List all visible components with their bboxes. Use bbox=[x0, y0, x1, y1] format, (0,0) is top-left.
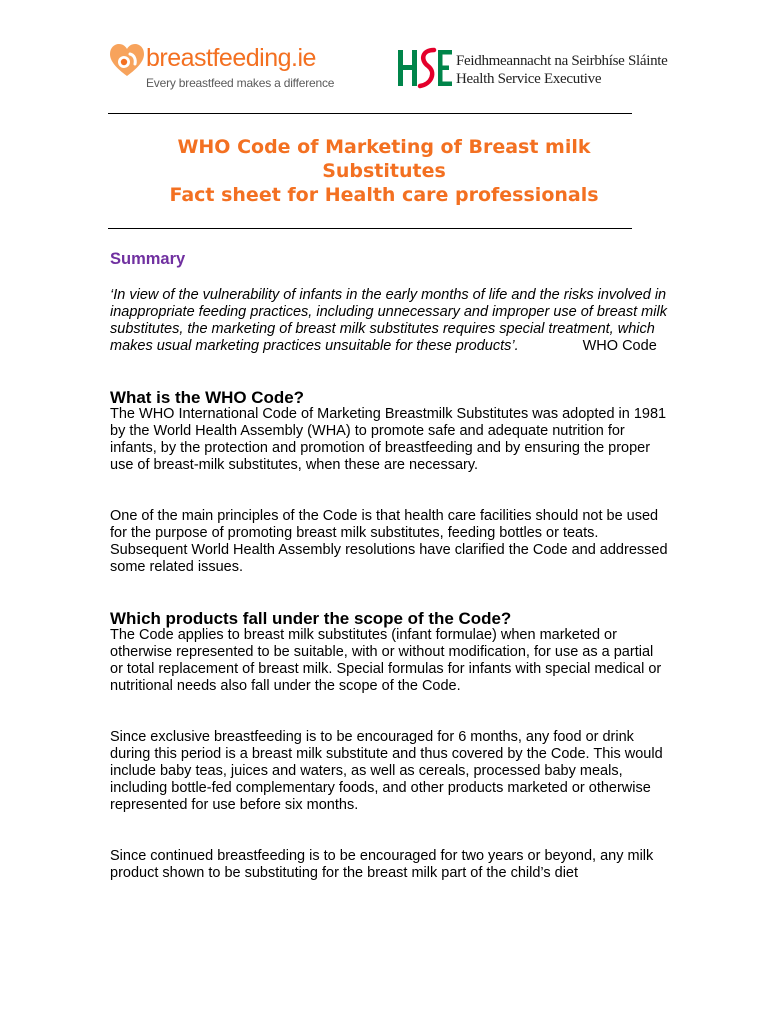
breastfeeding-brand-text: breastfeeding.ie bbox=[146, 44, 316, 72]
hse-mark-icon bbox=[396, 44, 454, 92]
spacer bbox=[110, 814, 670, 848]
paragraph: One of the main principles of the Code is that health care facilities should not be used for the purpose of promoting breast milk substitutes, feeding bottles or teats. Subsequent World Health Assembly resolutions have clarified the Code and addressed some related issues. bbox=[110, 508, 668, 575]
quote-source: WHO Code bbox=[582, 338, 657, 354]
section-heading-scope: Which products fall under the scope of the Code? bbox=[110, 609, 512, 628]
quote-text: ‘In view of the vulnerability of infants in the early months of life and the risks involved in inappropriate feeding practices, including unnecessary and improper use of breast milk substitutes, the marketing of breast milk substitutes requires special treatment, which makes usual marketing practices unsuitable for these products’. bbox=[110, 287, 667, 354]
title-line-1: WHO Code of Marketing of Breast milk bbox=[177, 136, 591, 158]
section-heading-what-is-code: What is the WHO Code? bbox=[110, 388, 305, 407]
heart-baby-icon bbox=[108, 42, 146, 80]
spacer bbox=[110, 695, 670, 729]
paragraph: The Code applies to breast milk substitutes (infant formulae) when marketed or otherwise represented to be suitable, with or without modification, for use as a partial or total replacement of breast milk. Special formulas for infants with special medical or nutritional needs also fall under the scope of the Code. bbox=[110, 627, 662, 694]
breastfeeding-logo bbox=[108, 40, 335, 96]
spacer bbox=[110, 474, 670, 508]
document-body bbox=[110, 248, 670, 882]
summary-quote bbox=[110, 287, 670, 355]
spacer bbox=[110, 355, 670, 389]
breastfeeding-tagline: Every breastfeed makes a difference bbox=[146, 76, 335, 90]
title-divider bbox=[108, 228, 632, 229]
hse-english-name: Health Service Executive bbox=[456, 71, 602, 87]
summary-heading: Summary bbox=[110, 250, 186, 268]
paragraph: The WHO International Code of Marketing Breastmilk Substitutes was adopted in 1981 by the World Health Assembly (WHA) to promote safe and adequate nutrition for infants, by the protection and promotion of breastfeeding and by ensuring the proper use of breast-milk substitutes, when these are necessary. bbox=[110, 406, 667, 473]
paragraph: Since continued breastfeeding is to be encouraged for two years or beyond, any milk product shown to be substituting for the breast milk part of the child’s diet bbox=[110, 848, 654, 881]
hse-irish-name: Feidhmeannacht na Seirbhíse Sláinte bbox=[456, 53, 668, 69]
header-divider bbox=[108, 113, 632, 114]
document-title bbox=[108, 135, 660, 207]
title-line-3: Fact sheet for Health care professionals bbox=[169, 184, 599, 206]
hse-logo bbox=[396, 44, 666, 94]
spacer bbox=[110, 576, 670, 610]
title-line-2: Substitutes bbox=[322, 160, 446, 182]
paragraph: Since exclusive breastfeeding is to be encouraged for 6 months, any food or drink during this period is a breast milk substitute and thus covered by the Code. This would include baby teas, juices and waters, as well as cereals, processed baby meals, including bottle-fed complementary foods, and other products marketed or otherwise represented for use before six months. bbox=[110, 729, 663, 813]
